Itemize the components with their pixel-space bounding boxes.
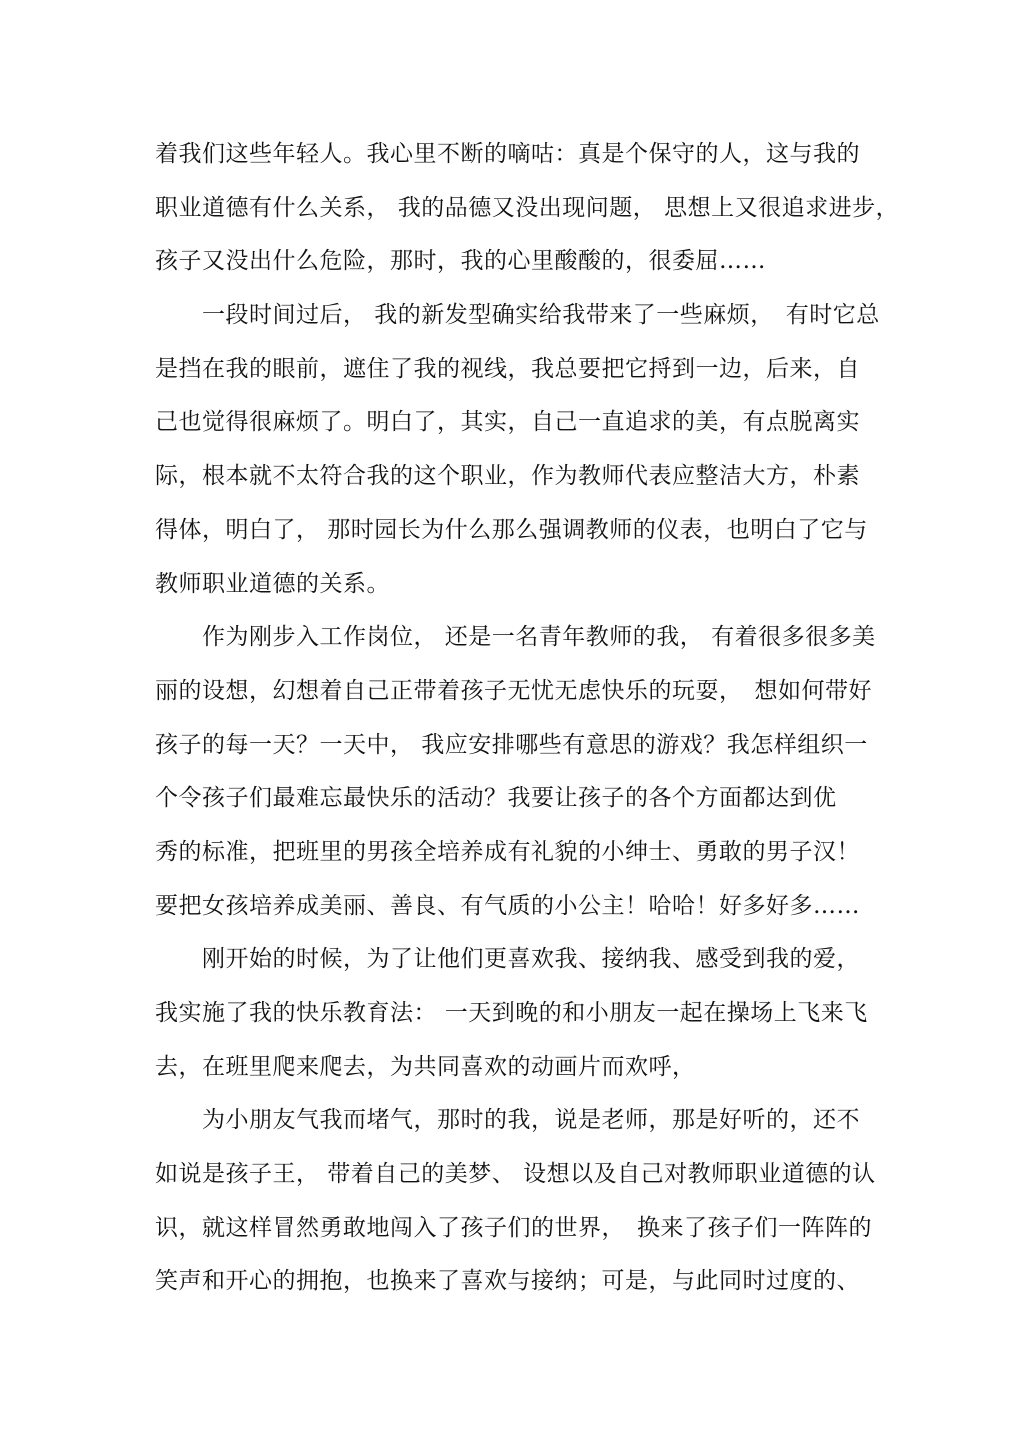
text-line: 孩子的每一天？一天中， 我应安排哪些有意思的游戏？我怎样组织一 <box>155 731 868 758</box>
text-line: 丽的设想，幻想着自己正带着孩子无忧无虑快乐的玩耍， 想如何带好 <box>155 677 872 704</box>
text-line: 作为刚步入工作岗位， 还是一名青年教师的我， 有着很多很多美 <box>202 624 876 651</box>
text-line: 为小朋友气我而堵气，那时的我，说是老师，那是好听的，还不 <box>202 1107 860 1134</box>
text-line: 孩子又没出什么危险，那时，我的心里酸酸的，很委屈…… <box>155 248 766 275</box>
text-line: 去，在班里爬来爬去，为共同喜欢的动画片而欢呼， <box>155 1053 696 1080</box>
text-line: 我实施了我的快乐教育法： 一天到晚的和小朋友一起在操场上飞来飞 <box>155 1000 868 1026</box>
text-line: 际，根本就不太符合我的这个职业，作为教师代表应整洁大方，朴素 <box>155 463 860 490</box>
text-line: 识，就这样冒然勇敢地闯入了孩子们的世界， 换来了孩子们一阵阵的 <box>155 1214 872 1241</box>
text-line: 是挡在我的眼前，遮住了我的视线，我总要把它捋到一边，后来，自 <box>155 355 860 382</box>
text-line: 刚开始的时候，为了让他们更喜欢我、接纳我、感受到我的爱， <box>202 946 860 973</box>
text-line: 教师职业道德的关系。 <box>155 570 390 597</box>
text-line: 秀的标准，把班里的男孩全培养成有礼貌的小绅士、勇敢的男子汉！ <box>155 838 860 865</box>
text-line: 得体，明白了， 那时园长为什么那么强调教师的仪表，也明白了它与 <box>155 516 868 543</box>
body-text <box>155 128 900 1309</box>
text-line: 如说是孩子王， 带着自己的美梦、 设想以及自己对教师职业道德的认 <box>155 1161 876 1188</box>
text-line: 着我们这些年轻人。我心里不断的嘀咕：真是个保守的人，这与我的 <box>155 141 860 167</box>
text-line: 职业道德有什么关系， 我的品德又没出现问题， 思想上又很追求进步， <box>155 194 900 221</box>
text-line: 要把女孩培养成美丽、善良、有气质的小公主！哈哈！好多好多…… <box>155 892 860 919</box>
text-line: 一段时间过后， 我的新发型确实给我带来了一些麻烦， 有时它总 <box>202 302 880 329</box>
text-line: 个令孩子们最难忘最快乐的活动？我要让孩子的各个方面都达到优 <box>155 785 837 812</box>
text-line: 己也觉得很麻烦了。明白了，其实，自己一直追求的美，有点脱离实 <box>155 409 860 436</box>
text-line: 笑声和开心的拥抱，也换来了喜欢与接纳；可是，与此同时过度的、 <box>155 1268 860 1295</box>
